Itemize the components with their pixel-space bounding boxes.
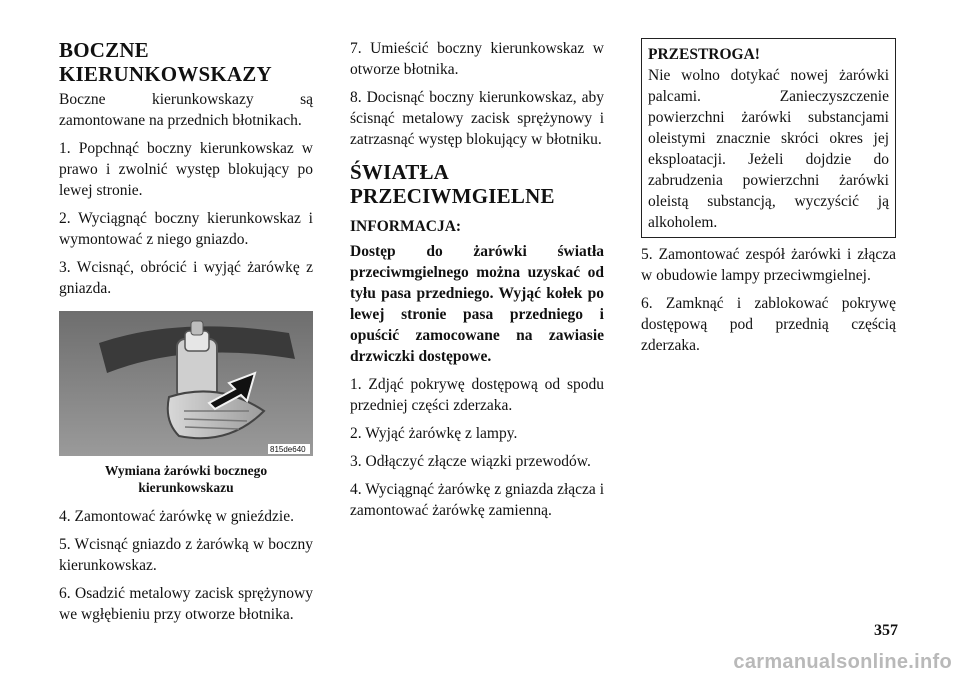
- caution-title: PRZESTROGA!: [648, 46, 760, 63]
- fog-step-5: 5. Zamontować zespół żarówki i złącza w obudowie lampy przeciwmgielnej.: [641, 246, 896, 284]
- step-1: 1. Popchnąć boczny kierunkowskaz w prawo i zwolnić występ blokujący po lewej stronie.: [59, 140, 313, 199]
- side-indicator-illustration: [59, 311, 313, 456]
- fog-step-6: 6. Zamknąć i zablokować pokrywę dostępową pod przednią częścią zderzaka.: [641, 295, 896, 354]
- column-right: [641, 38, 896, 363]
- step-6: 6. Osadzić metalowy zacisk sprężynowy we wgłębieniu przy otworze błotnika.: [59, 585, 313, 623]
- figure-caption: Wymiana żarówki bocznego kierunkowskazu: [104, 463, 268, 495]
- column-left: [59, 38, 313, 632]
- fog-step-3: 3. Odłączyć złącze wiązki przewodów.: [350, 453, 591, 470]
- page-number: 357: [874, 622, 898, 639]
- fog-step-1: 1. Zdjąć pokrywę dostępową od spodu przedniej części zderzaka.: [350, 376, 604, 414]
- step-7: 7. Umieścić boczny kierunkowskaz w otworze błotnika.: [350, 40, 604, 78]
- section-title-side-indicators: BOCZNE KIERUNKOWSKAZY: [59, 38, 272, 86]
- side-indicator-photo: [59, 311, 313, 456]
- caution-text: Nie wolno dotykać nowej żarówki palcami. Zanieczyszczenie powierzchni żarówki substancjami oleistymi znacznie skróci okres jej eksploatacji. Jeżeli dojdzie do zabrudzenia powierzchni żarówki oleistą substancją, wyczyścić ją alkoholem.: [648, 67, 889, 231]
- section-title-fog-lights: ŚWIATŁA PRZECIWMGIELNE: [350, 160, 555, 208]
- step-2: 2. Wyciągnąć boczny kierunkowskaz i wymontować z niego gniazdo.: [59, 210, 313, 248]
- info-heading: INFORMACJA:: [350, 218, 462, 235]
- caution-box: [641, 38, 896, 238]
- column-middle: [350, 38, 604, 528]
- intro-paragraph: Boczne kierunkowskazy są zamontowane na przednich błotnikach.: [59, 91, 313, 129]
- watermark-text: carmanualsonline.info: [733, 651, 952, 673]
- step-5: 5. Wcisnąć gniazdo z żarówką w boczny kierunkowskaz.: [59, 536, 313, 574]
- figure-code: 815de640: [270, 445, 306, 454]
- step-8: 8. Docisnąć boczny kierunkowskaz, aby ścisnąć metalowy zacisk sprężynowy i zatrzasnąć występ blokujący w błotniku.: [350, 89, 604, 148]
- step-4: 4. Zamontować żarówkę w gnieździe.: [59, 508, 294, 525]
- fog-step-4: 4. Wyciągnąć żarówkę z gniazda złącza i zamontować żarówkę zamienną.: [350, 481, 604, 519]
- step-3: 3. Wcisnąć, obrócić i wyjąć żarówkę z gniazda.: [59, 259, 313, 297]
- fog-step-2: 2. Wyjąć żarówkę z lampy.: [350, 425, 518, 442]
- info-paragraph: Dostęp do żarówki światła przeciwmgielnego można uzyskać od tyłu pasa przedniego. Wyjąć kołek po lewej stronie pasa przedniego i opuścić zamocowane na zawiasie drzwiczki dostępowe.: [350, 243, 604, 365]
